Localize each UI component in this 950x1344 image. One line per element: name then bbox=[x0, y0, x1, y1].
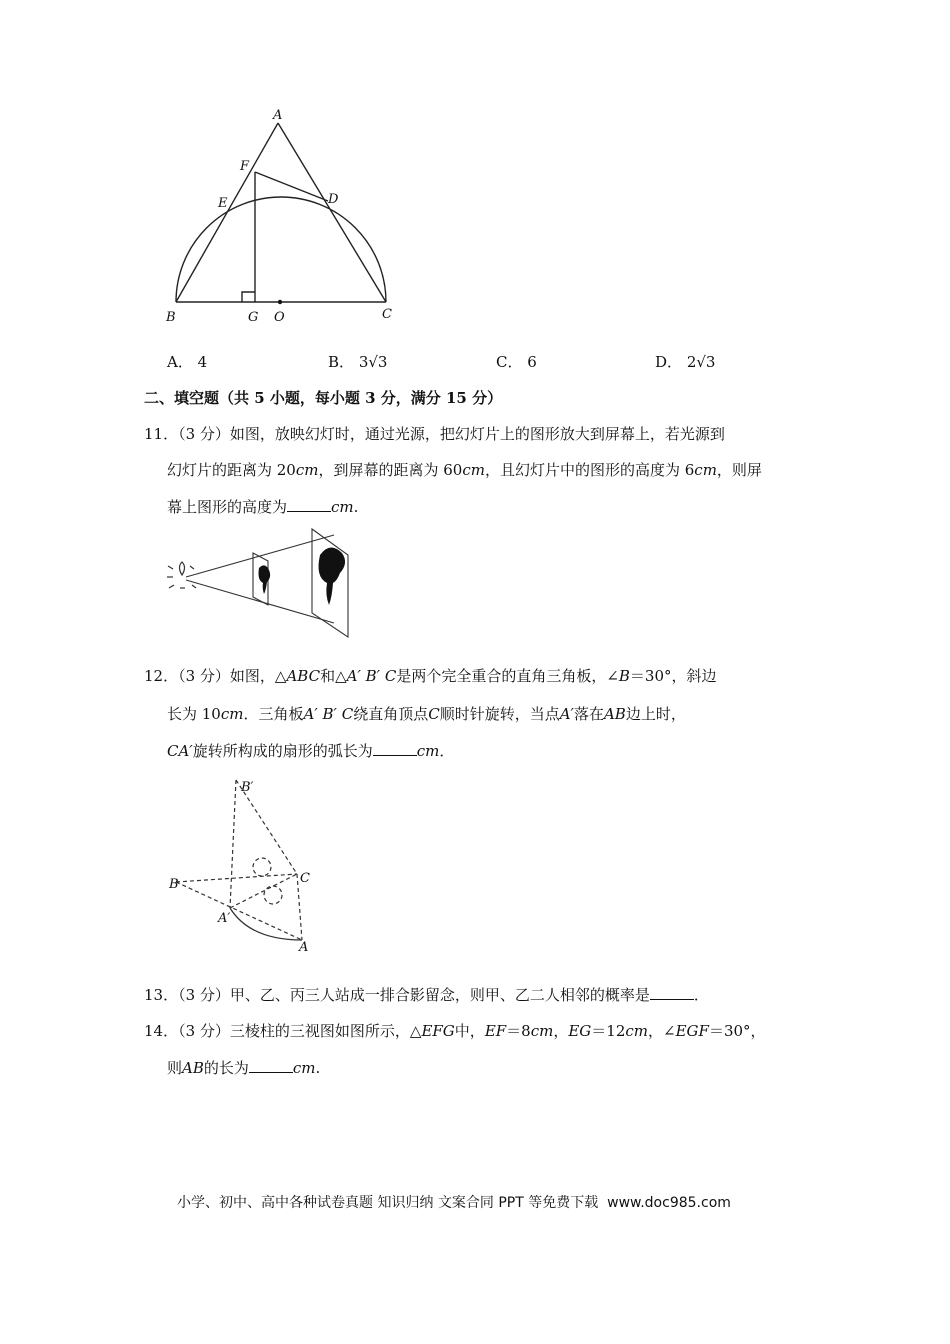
q13-answer-blank[interactable] bbox=[650, 985, 694, 1000]
q11-num: 11． bbox=[144, 425, 179, 443]
q12-unit: cm bbox=[416, 742, 440, 760]
label-b: B bbox=[166, 310, 176, 325]
q14-line2 bbox=[167, 1058, 320, 1078]
q11-text2d: ，则屏 bbox=[716, 461, 762, 479]
label-a: A bbox=[273, 108, 283, 123]
angle-mark-2 bbox=[264, 886, 282, 904]
q12-apbpc: A′ B′ C bbox=[346, 667, 397, 685]
screen-image bbox=[319, 547, 346, 605]
q14-score: （3 分） bbox=[178, 1022, 230, 1040]
q12-answer-blank[interactable] bbox=[373, 741, 417, 756]
q13-text: 甲、乙、丙三人站成一排合影留念，则甲、乙二人相邻的概率是 bbox=[229, 986, 650, 1004]
q14-end: . bbox=[315, 1059, 321, 1077]
segment-b-c bbox=[176, 874, 297, 882]
q12-text2d: 顺时针旋转，当点 bbox=[439, 705, 560, 723]
q14-text1a: 三棱柱的三视图如图所示，△ bbox=[229, 1022, 422, 1040]
q11-unit: cm bbox=[331, 498, 354, 516]
q14-ab: AB bbox=[182, 1059, 204, 1077]
label-c: C bbox=[382, 307, 392, 322]
q11-line1 bbox=[144, 424, 725, 444]
q12-c: C bbox=[428, 705, 440, 723]
q14-num: 14． bbox=[144, 1022, 179, 1040]
q13-num: 13． bbox=[144, 986, 179, 1004]
q12-line2 bbox=[167, 704, 686, 724]
label-b: B bbox=[169, 877, 179, 892]
angle-mark-1 bbox=[253, 858, 271, 876]
q11-text1: 如图，放映幻灯时，通过光源，把幻灯片上的图形放大到屏幕上，若光源到 bbox=[229, 425, 725, 443]
label-bp: B′ bbox=[241, 780, 254, 795]
q12-end: ． bbox=[439, 742, 455, 760]
segment-ab bbox=[176, 123, 278, 302]
q14-answer-blank[interactable] bbox=[249, 1058, 293, 1073]
q13-score: （3 分） bbox=[178, 986, 230, 1004]
choice-b-key: B． bbox=[328, 353, 355, 371]
q12-num: 12． bbox=[144, 667, 179, 685]
q14-text1c: ＝8 bbox=[506, 1022, 531, 1040]
label-g: G bbox=[248, 310, 259, 325]
q11-line3 bbox=[167, 497, 358, 517]
label-f: F bbox=[240, 159, 250, 174]
q11-score: （3 分） bbox=[178, 425, 230, 443]
label-c: C bbox=[300, 871, 310, 886]
q11-answer-blank[interactable] bbox=[287, 497, 331, 512]
q14-egf: EGF bbox=[675, 1022, 709, 1040]
figure-q10 bbox=[160, 105, 410, 330]
q12-abc: ABC bbox=[286, 667, 321, 685]
q12-unit: cm bbox=[220, 705, 244, 723]
q12-text1c: 是两个完全重合的直角三角板，∠ bbox=[396, 667, 619, 685]
q11-text2b: ，到屏幕的距离为 60 bbox=[318, 461, 463, 479]
q14-eg: EG bbox=[568, 1022, 592, 1040]
q14-line1 bbox=[144, 1021, 766, 1041]
point-o bbox=[278, 300, 282, 304]
q14-text1b: 中， bbox=[454, 1022, 485, 1040]
section-2-title: 二、填空题（共 5 小题，每小题 3 分，满分 15 分） bbox=[144, 389, 503, 407]
q12-line3 bbox=[167, 741, 454, 761]
q12-ca: CA′ bbox=[167, 742, 193, 760]
choice-b bbox=[328, 352, 387, 372]
q14-text1f: ，∠ bbox=[648, 1022, 676, 1040]
choice-b-value: 3√3 bbox=[358, 353, 388, 371]
q12-text1a: 如图，△ bbox=[229, 667, 287, 685]
label-d: D bbox=[328, 192, 339, 207]
q12-text1d: ＝30°，斜边 bbox=[629, 667, 717, 685]
segment-b-a bbox=[176, 882, 302, 940]
q14-text1e: ＝12 bbox=[591, 1022, 626, 1040]
choice-d bbox=[655, 352, 715, 372]
q12-apbpc: A′ B′ C bbox=[303, 705, 354, 723]
figure-q12 bbox=[160, 770, 330, 955]
label-e: E bbox=[218, 196, 228, 211]
q14-text1d: ， bbox=[553, 1022, 569, 1040]
q12-ap: A′ bbox=[559, 705, 574, 723]
choice-c-key: C． bbox=[496, 353, 523, 371]
segment-ap-c bbox=[230, 874, 297, 908]
q13-line1 bbox=[144, 985, 709, 1005]
choice-c bbox=[496, 352, 537, 372]
label-o: O bbox=[274, 310, 285, 325]
q12-text2e: 落在 bbox=[573, 705, 604, 723]
q11-line2 bbox=[167, 460, 762, 480]
q14-unit: cm bbox=[625, 1022, 649, 1040]
q11-unit: cm bbox=[462, 461, 485, 479]
q12-score: （3 分） bbox=[178, 667, 230, 685]
segment-ac bbox=[278, 123, 386, 302]
q12-text2f: 边上时， bbox=[625, 705, 686, 723]
choice-d-value: 2√3 bbox=[686, 353, 716, 371]
q12-text3b: 旋转所构成的扇形的弧长为 bbox=[192, 742, 373, 760]
footer-text: 小学、初中、高中各种试卷真题 知识归纳 文案合同 PPT 等免费下载 bbox=[177, 1195, 599, 1211]
q12-line1 bbox=[144, 666, 717, 686]
choice-d-key: D． bbox=[655, 353, 683, 371]
q11-text3a: 幕上图形的高度为 bbox=[167, 498, 288, 516]
q12-b: B bbox=[618, 667, 630, 685]
q14-ef: EF bbox=[484, 1022, 507, 1040]
q12-text2a: 长为 10 bbox=[167, 705, 221, 723]
label-a: A bbox=[299, 940, 309, 955]
q11-text2a: 幻灯片的距离为 20 bbox=[167, 461, 296, 479]
q12-ab: AB bbox=[603, 705, 626, 723]
choice-a-key: A． bbox=[167, 353, 193, 371]
q14-unit: cm bbox=[292, 1059, 316, 1077]
page-footer bbox=[177, 1192, 731, 1212]
q11-end: . bbox=[353, 498, 359, 516]
label-ap: A′ bbox=[218, 911, 231, 926]
q11-unit: cm bbox=[295, 461, 319, 479]
choice-a bbox=[167, 352, 207, 372]
q12-text2c: 绕直角顶点 bbox=[353, 705, 429, 723]
footer-url[interactable]: www.doc985.com bbox=[607, 1195, 731, 1211]
segment-bp-ap bbox=[230, 780, 236, 908]
choice-c-value: 6 bbox=[527, 353, 537, 371]
q12-text2b: ．三角板 bbox=[243, 705, 304, 723]
q14-unit: cm bbox=[530, 1022, 554, 1040]
q11-unit: cm bbox=[694, 461, 717, 479]
q14-text2a: 则 bbox=[167, 1059, 183, 1077]
q12-text1b: 和△ bbox=[320, 667, 347, 685]
figure-q11 bbox=[158, 525, 363, 640]
choice-a-value: 4 bbox=[197, 353, 208, 371]
q11-text2c: ，且幻灯片中的图形的高度为 6 bbox=[484, 461, 695, 479]
q14-text2b: 的长为 bbox=[203, 1059, 249, 1077]
q14-text1g: ＝30°， bbox=[708, 1022, 766, 1040]
q13-end: ． bbox=[693, 986, 709, 1004]
right-angle-mark bbox=[242, 292, 255, 302]
q14-efg: EFG bbox=[421, 1022, 455, 1040]
